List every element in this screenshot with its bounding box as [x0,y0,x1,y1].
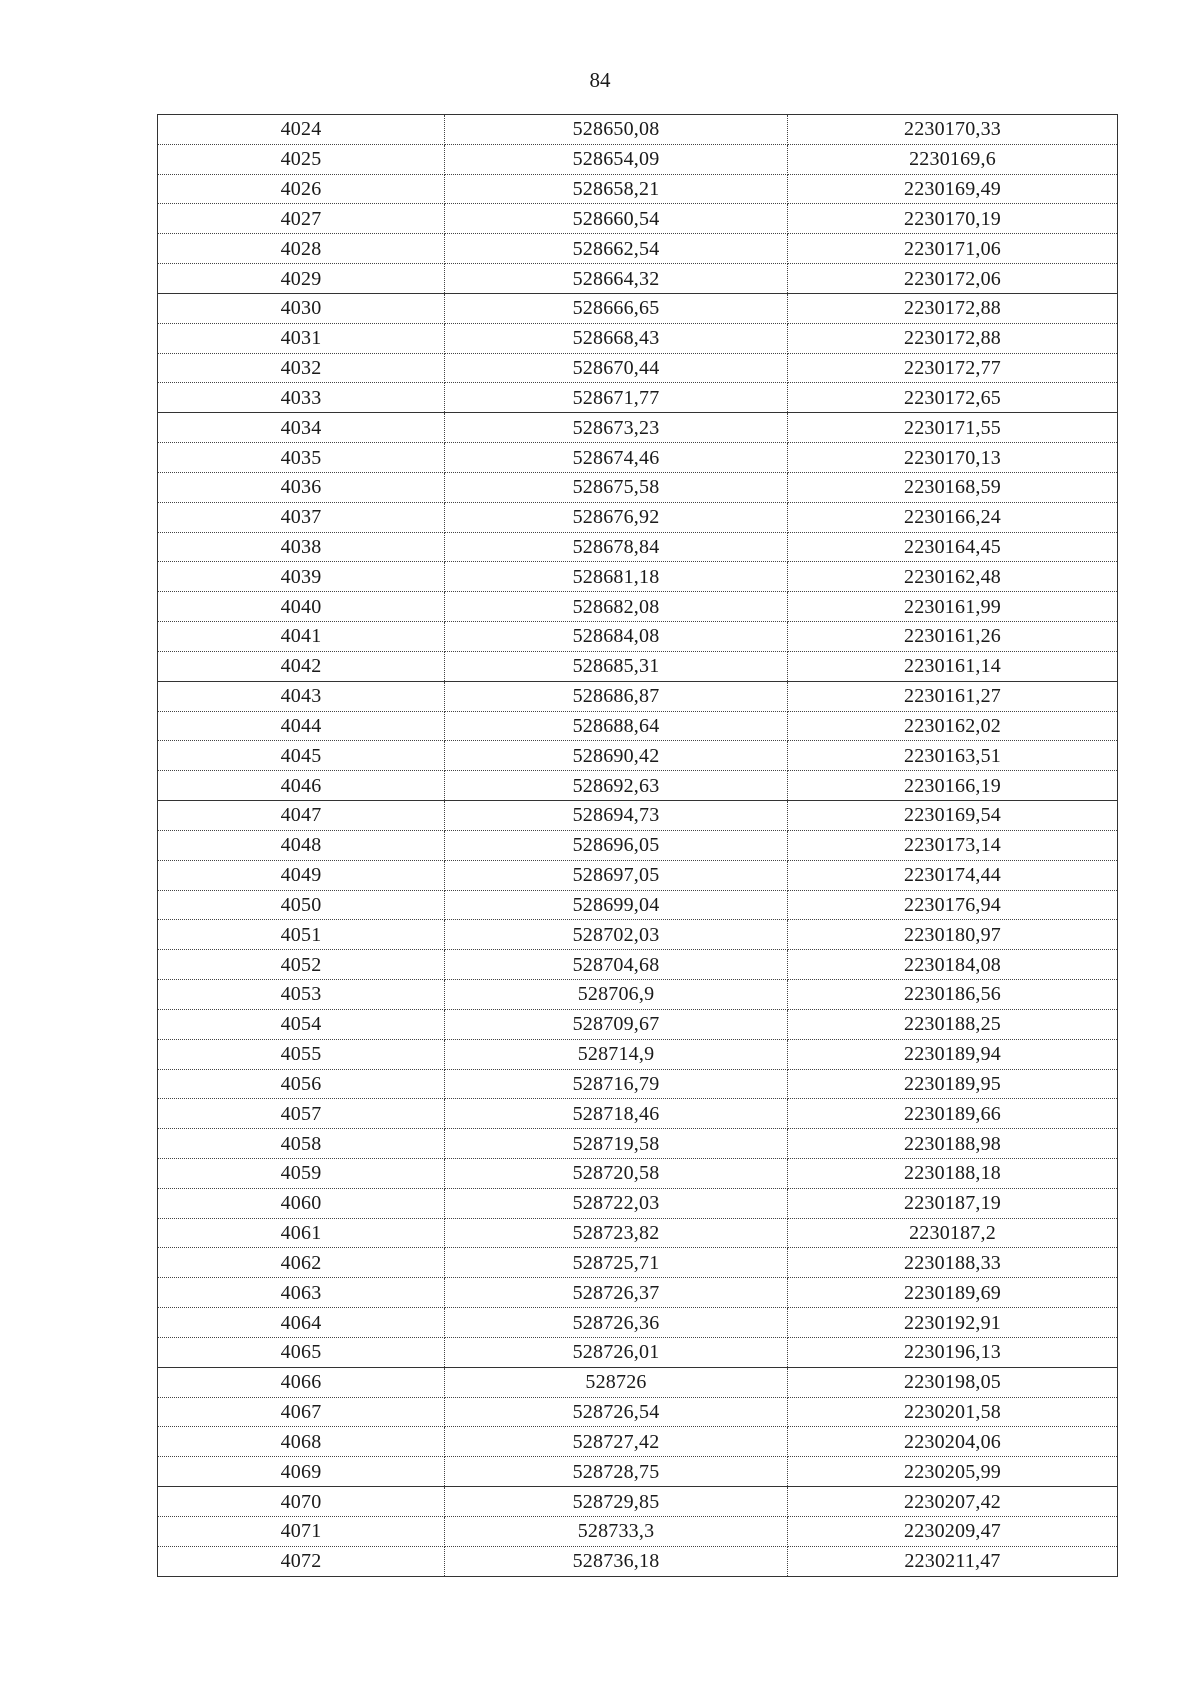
table-row [158,920,1118,950]
y-coordinate-cell: 2230169,6 [788,144,1118,174]
x-coordinate-cell: 528650,08 [445,115,788,145]
x-coordinate-cell: 528702,03 [445,920,788,950]
x-coordinate-cell: 528676,92 [445,502,788,532]
coordinates-table [157,114,1118,1577]
y-coordinate-cell: 2230170,13 [788,443,1118,473]
y-coordinate-cell: 2230204,06 [788,1427,1118,1457]
y-coordinate-cell: 2230164,45 [788,532,1118,562]
y-coordinate-cell: 2230174,44 [788,860,1118,890]
point-number-cell: 4065 [158,1337,445,1367]
x-coordinate-cell: 528726,54 [445,1397,788,1427]
x-coordinate-cell: 528686,87 [445,681,788,711]
y-coordinate-cell: 2230172,65 [788,383,1118,413]
y-coordinate-cell: 2230161,99 [788,592,1118,622]
table-row [158,801,1118,831]
x-coordinate-cell: 528662,54 [445,234,788,264]
table-row [158,890,1118,920]
point-number-cell: 4071 [158,1516,445,1546]
table-row [158,353,1118,383]
table-row [158,1129,1118,1159]
point-number-cell: 4029 [158,264,445,294]
table-row [158,323,1118,353]
point-number-cell: 4057 [158,1099,445,1129]
x-coordinate-cell: 528660,54 [445,204,788,234]
table-row [158,1308,1118,1338]
y-coordinate-cell: 2230205,99 [788,1457,1118,1487]
y-coordinate-cell: 2230172,77 [788,353,1118,383]
y-coordinate-cell: 2230162,48 [788,562,1118,592]
table-row [158,1457,1118,1487]
table-row [158,1516,1118,1546]
x-coordinate-cell: 528692,63 [445,771,788,801]
point-number-cell: 4042 [158,651,445,681]
y-coordinate-cell: 2230184,08 [788,950,1118,980]
y-coordinate-cell: 2230161,27 [788,681,1118,711]
x-coordinate-cell: 528726,37 [445,1278,788,1308]
table-row [158,950,1118,980]
point-number-cell: 4061 [158,1218,445,1248]
point-number-cell: 4052 [158,950,445,980]
x-coordinate-cell: 528725,71 [445,1248,788,1278]
x-coordinate-cell: 528670,44 [445,353,788,383]
x-coordinate-cell: 528671,77 [445,383,788,413]
y-coordinate-cell: 2230198,05 [788,1367,1118,1397]
y-coordinate-cell: 2230169,49 [788,174,1118,204]
x-coordinate-cell: 528673,23 [445,413,788,443]
table-row [158,1427,1118,1457]
point-number-cell: 4063 [158,1278,445,1308]
table-row [158,1278,1118,1308]
point-number-cell: 4068 [158,1427,445,1457]
table-row [158,622,1118,652]
table-row [158,651,1118,681]
x-coordinate-cell: 528733,3 [445,1516,788,1546]
point-number-cell: 4070 [158,1487,445,1517]
y-coordinate-cell: 2230173,14 [788,830,1118,860]
table-row [158,115,1118,145]
x-coordinate-cell: 528726,01 [445,1337,788,1367]
point-number-cell: 4062 [158,1248,445,1278]
y-coordinate-cell: 2230161,26 [788,622,1118,652]
point-number-cell: 4067 [158,1397,445,1427]
y-coordinate-cell: 2230201,58 [788,1397,1118,1427]
x-coordinate-cell: 528694,73 [445,801,788,831]
point-number-cell: 4031 [158,323,445,353]
y-coordinate-cell: 2230192,91 [788,1308,1118,1338]
y-coordinate-cell: 2230187,19 [788,1188,1118,1218]
x-coordinate-cell: 528706,9 [445,980,788,1010]
point-number-cell: 4039 [158,562,445,592]
y-coordinate-cell: 2230180,97 [788,920,1118,950]
point-number-cell: 4072 [158,1546,445,1576]
x-coordinate-cell: 528697,05 [445,860,788,890]
x-coordinate-cell: 528675,58 [445,472,788,502]
x-coordinate-cell: 528726 [445,1367,788,1397]
table-row [158,1397,1118,1427]
point-number-cell: 4053 [158,980,445,1010]
y-coordinate-cell: 2230196,13 [788,1337,1118,1367]
point-number-cell: 4040 [158,592,445,622]
table-row [158,472,1118,502]
point-number-cell: 4059 [158,1158,445,1188]
table-row [158,741,1118,771]
x-coordinate-cell: 528654,09 [445,144,788,174]
table-row [158,502,1118,532]
x-coordinate-cell: 528726,36 [445,1308,788,1338]
x-coordinate-cell: 528722,03 [445,1188,788,1218]
x-coordinate-cell: 528716,79 [445,1069,788,1099]
table-row [158,1337,1118,1367]
table-row [158,383,1118,413]
y-coordinate-cell: 2230161,14 [788,651,1118,681]
page-number: 84 [589,68,611,92]
table-row [158,830,1118,860]
x-coordinate-cell: 528709,67 [445,1009,788,1039]
point-number-cell: 4027 [158,204,445,234]
y-coordinate-cell: 2230209,47 [788,1516,1118,1546]
point-number-cell: 4041 [158,622,445,652]
point-number-cell: 4066 [158,1367,445,1397]
y-coordinate-cell: 2230176,94 [788,890,1118,920]
y-coordinate-cell: 2230168,59 [788,472,1118,502]
x-coordinate-cell: 528699,04 [445,890,788,920]
x-coordinate-cell: 528718,46 [445,1099,788,1129]
table-row [158,711,1118,741]
point-number-cell: 4058 [158,1129,445,1159]
y-coordinate-cell: 2230172,88 [788,293,1118,323]
y-coordinate-cell: 2230171,06 [788,234,1118,264]
y-coordinate-cell: 2230188,25 [788,1009,1118,1039]
y-coordinate-cell: 2230162,02 [788,711,1118,741]
x-coordinate-cell: 528684,08 [445,622,788,652]
y-coordinate-cell: 2230188,98 [788,1129,1118,1159]
x-coordinate-cell: 528704,68 [445,950,788,980]
point-number-cell: 4030 [158,293,445,323]
x-coordinate-cell: 528736,18 [445,1546,788,1576]
point-number-cell: 4043 [158,681,445,711]
point-number-cell: 4024 [158,115,445,145]
table-row [158,1009,1118,1039]
x-coordinate-cell: 528688,64 [445,711,788,741]
point-number-cell: 4038 [158,532,445,562]
coordinates-table-body [158,115,1118,1577]
table-row [158,293,1118,323]
point-number-cell: 4034 [158,413,445,443]
table-row [158,1487,1118,1517]
point-number-cell: 4033 [158,383,445,413]
y-coordinate-cell: 2230189,94 [788,1039,1118,1069]
y-coordinate-cell: 2230189,95 [788,1069,1118,1099]
y-coordinate-cell: 2230169,54 [788,801,1118,831]
x-coordinate-cell: 528678,84 [445,532,788,562]
table-row [158,234,1118,264]
x-coordinate-cell: 528668,43 [445,323,788,353]
point-number-cell: 4051 [158,920,445,950]
y-coordinate-cell: 2230188,18 [788,1158,1118,1188]
y-coordinate-cell: 2230166,24 [788,502,1118,532]
point-number-cell: 4037 [158,502,445,532]
y-coordinate-cell: 2230172,88 [788,323,1118,353]
point-number-cell: 4028 [158,234,445,264]
x-coordinate-cell: 528681,18 [445,562,788,592]
x-coordinate-cell: 528727,42 [445,1427,788,1457]
table-row [158,413,1118,443]
y-coordinate-cell: 2230163,51 [788,741,1118,771]
x-coordinate-cell: 528685,31 [445,651,788,681]
table-row [158,532,1118,562]
table-row [158,980,1118,1010]
x-coordinate-cell: 528696,05 [445,830,788,860]
table-row [158,1367,1118,1397]
table-row [158,1158,1118,1188]
x-coordinate-cell: 528666,65 [445,293,788,323]
table-row [158,1188,1118,1218]
x-coordinate-cell: 528719,58 [445,1129,788,1159]
y-coordinate-cell: 2230187,2 [788,1218,1118,1248]
table-row [158,1039,1118,1069]
point-number-cell: 4036 [158,472,445,502]
x-coordinate-cell: 528664,32 [445,264,788,294]
y-coordinate-cell: 2230166,19 [788,771,1118,801]
point-number-cell: 4054 [158,1009,445,1039]
table-row [158,443,1118,473]
y-coordinate-cell: 2230170,19 [788,204,1118,234]
x-coordinate-cell: 528720,58 [445,1158,788,1188]
table-row [158,204,1118,234]
table-row [158,681,1118,711]
y-coordinate-cell: 2230189,69 [788,1278,1118,1308]
point-number-cell: 4046 [158,771,445,801]
point-number-cell: 4056 [158,1069,445,1099]
point-number-cell: 4048 [158,830,445,860]
table-row [158,1248,1118,1278]
table-row [158,264,1118,294]
x-coordinate-cell: 528723,82 [445,1218,788,1248]
x-coordinate-cell: 528682,08 [445,592,788,622]
x-coordinate-cell: 528674,46 [445,443,788,473]
table-row [158,1069,1118,1099]
point-number-cell: 4064 [158,1308,445,1338]
x-coordinate-cell: 528714,9 [445,1039,788,1069]
point-number-cell: 4060 [158,1188,445,1218]
point-number-cell: 4049 [158,860,445,890]
point-number-cell: 4044 [158,711,445,741]
point-number-cell: 4055 [158,1039,445,1069]
table-row [158,144,1118,174]
point-number-cell: 4032 [158,353,445,383]
y-coordinate-cell: 2230189,66 [788,1099,1118,1129]
y-coordinate-cell: 2230211,47 [788,1546,1118,1576]
y-coordinate-cell: 2230172,06 [788,264,1118,294]
table-row [158,860,1118,890]
x-coordinate-cell: 528690,42 [445,741,788,771]
x-coordinate-cell: 528658,21 [445,174,788,204]
point-number-cell: 4069 [158,1457,445,1487]
x-coordinate-cell: 528728,75 [445,1457,788,1487]
table-row [158,1218,1118,1248]
y-coordinate-cell: 2230186,56 [788,980,1118,1010]
point-number-cell: 4035 [158,443,445,473]
table-row [158,1546,1118,1576]
table-row [158,174,1118,204]
table-row [158,1099,1118,1129]
point-number-cell: 4025 [158,144,445,174]
x-coordinate-cell: 528729,85 [445,1487,788,1517]
point-number-cell: 4026 [158,174,445,204]
table-row [158,592,1118,622]
point-number-cell: 4047 [158,801,445,831]
y-coordinate-cell: 2230171,55 [788,413,1118,443]
y-coordinate-cell: 2230170,33 [788,115,1118,145]
table-row [158,771,1118,801]
y-coordinate-cell: 2230207,42 [788,1487,1118,1517]
table-row [158,562,1118,592]
point-number-cell: 4045 [158,741,445,771]
point-number-cell: 4050 [158,890,445,920]
y-coordinate-cell: 2230188,33 [788,1248,1118,1278]
